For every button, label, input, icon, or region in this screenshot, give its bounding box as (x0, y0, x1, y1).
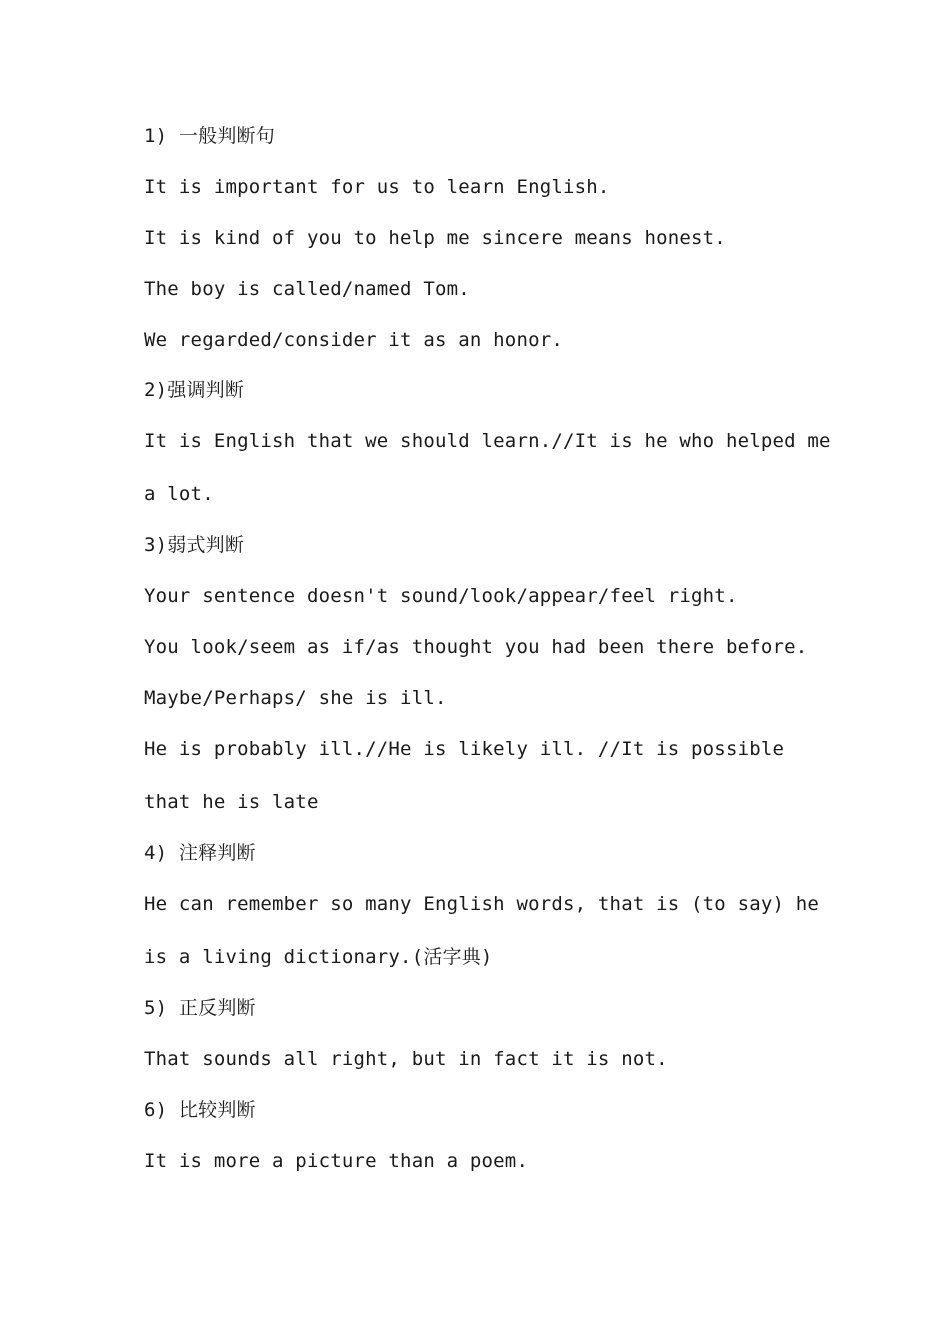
example-sentence: We regarded/consider it as an honor. (144, 329, 564, 351)
example-sentence-continued: a lot. (144, 483, 214, 505)
example-sentence: It is kind of you to help me sincere means honest. (144, 227, 726, 249)
example-sentence: It is English that we should learn.//It is he who helped me (144, 430, 831, 452)
example-sentence: He is probably ill.//He is likely ill. //It is possible (144, 738, 785, 760)
example-sentence-continued: that he is late (144, 791, 319, 813)
section-heading-general-judgment: 1) 一般判断句 (144, 125, 275, 147)
example-sentence: It is important for us to learn English. (144, 176, 610, 198)
section-heading-contrast-judgment: 5) 正反判断 (144, 997, 256, 1019)
section-heading-explanatory-judgment: 4) 注释判断 (144, 842, 256, 864)
example-sentence: Maybe/Perhaps/ she is ill. (144, 687, 447, 709)
example-sentence: He can remember so many English words, that is (to say) he (144, 893, 820, 915)
section-heading-emphatic-judgment: 2)强调判断 (144, 379, 245, 401)
example-sentence: That sounds all right, but in fact it is not. (144, 1048, 668, 1070)
example-sentence: The boy is called/named Tom. (144, 278, 470, 300)
section-heading-comparative-judgment: 6) 比较判断 (144, 1099, 256, 1121)
example-sentence: You look/seem as if/as thought you had been there before. (144, 636, 808, 658)
example-sentence: It is more a picture than a poem. (144, 1150, 529, 1172)
example-sentence-continued: is a living dictionary.(活字典) (144, 946, 493, 968)
section-heading-weak-judgment: 3)弱式判断 (144, 534, 245, 556)
example-sentence: Your sentence doesn't sound/look/appear/feel right. (144, 585, 738, 607)
